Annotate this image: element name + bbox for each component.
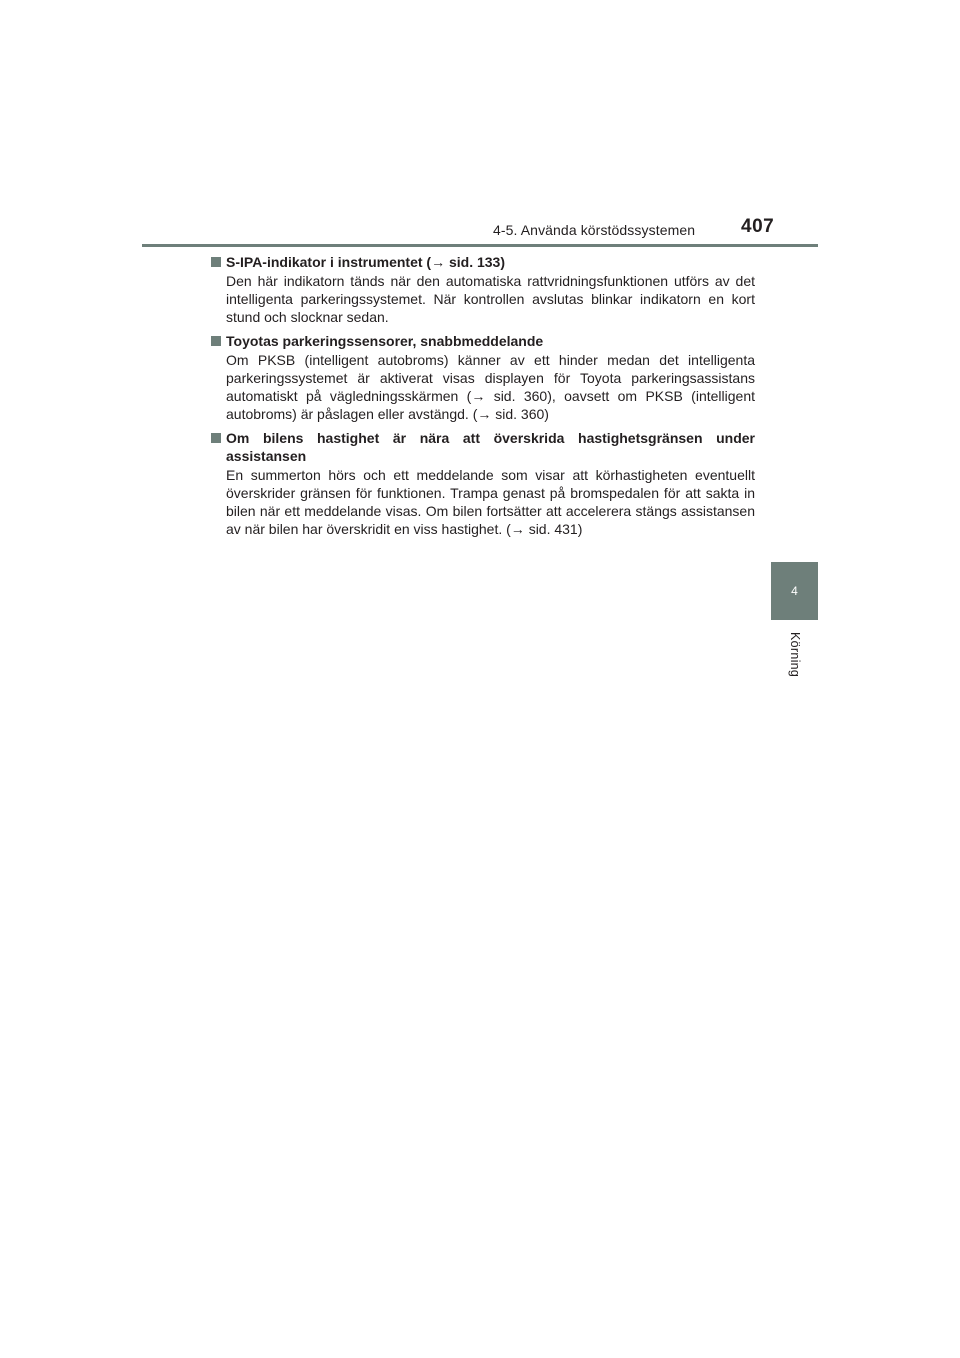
chapter-number: 4 — [791, 584, 798, 598]
square-bullet-icon — [211, 433, 221, 443]
item-heading-text: Om bilens hastighet är nära att överskrida hastighetsgränsen under assistansen — [226, 430, 755, 464]
list-item — [211, 253, 755, 326]
item-heading-text: Toyotas parkeringssensorer, snabbmeddelande — [226, 333, 544, 349]
item-heading — [211, 429, 755, 465]
header-divider — [142, 244, 818, 247]
item-heading — [211, 332, 755, 350]
item-body: Den här indikatorn tänds när den automatiska rattvridningsfunktionen utförs av det intelligenta parkeringssystemet. När kontrollen avslutas blinkar indikatorn en kort stund och slocknar sedan. — [226, 273, 755, 325]
item-body: En summerton hörs och ett meddelande som visar att körhastigheten eventuellt överskrider gränsen för funktionen. Trampa genast på bromspedalen för att sakta in bilen när ett meddelande visas. Om bilen fortsätter att accelerera stängs assistansen av när bilen har överskridit en viss hastighet. (→ sid. 431) — [226, 467, 755, 537]
chapter-tab — [771, 562, 818, 620]
main-content — [211, 253, 755, 544]
page-number: 407 — [741, 216, 775, 237]
list-item — [211, 332, 755, 423]
square-bullet-icon — [211, 336, 221, 346]
item-heading — [211, 253, 755, 271]
square-bullet-icon — [211, 257, 221, 267]
item-body: Om PKSB (intelligent autobroms) känner av ett hinder medan det intelligenta parkeringssystemet är aktiverat visas displayen för Toyota parkeringsassistans automatiskt på vägledningsskärmen (→ sid. 360), oavsett om PKSB (intelligent autobroms) är påslagen eller avstängd. (→ sid. 360) — [226, 352, 755, 422]
list-item — [211, 429, 755, 538]
item-heading-text: S-IPA-indikator i instrumentet (→ sid. 133) — [226, 254, 506, 270]
header-section-title: 4-5. Använda körstödssystemen — [493, 222, 696, 238]
chapter-label: Körning — [788, 632, 802, 678]
